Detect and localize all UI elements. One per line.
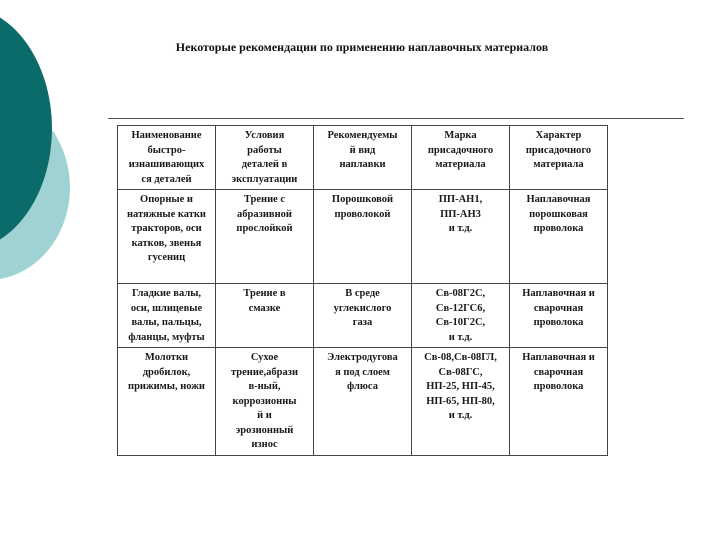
cell-text: Опорные и натяжные катки тракторов, оси катков, звенья гусениц <box>126 194 206 263</box>
table-header-row <box>118 126 608 190</box>
cell-text: Св-08,Св-08ГЛ, Св-08ГС, НП-25, НП-45, НП-65, НП-80, и т.д. <box>424 352 497 421</box>
table-row <box>118 284 608 348</box>
cell-text: Трение с абразивной прослойкой <box>236 194 293 234</box>
header-text: Марка присадочного материала <box>427 130 494 170</box>
cell-text: Наплавочная порошковая проволока <box>526 194 591 234</box>
header-text: Условия работы деталей в эксплуатации <box>231 130 298 185</box>
header-cell <box>216 126 314 190</box>
table-cell <box>118 190 216 284</box>
cell-text: Трение в смазке <box>243 288 286 314</box>
cell-text: Порошковой проволокой <box>331 194 394 220</box>
cell-text: Сухое трение,абрази в-ный, коррозионны й и эрозионный износ <box>230 352 299 450</box>
header-text: Наименование быстро- изнашивающих ся деталей <box>128 130 205 185</box>
table-cell <box>314 284 412 348</box>
table-cell <box>314 348 412 456</box>
header-cell <box>510 126 608 190</box>
cell-text: В среде углекислого газа <box>333 288 392 328</box>
cell-text: Наплавочная и сварочная проволока <box>522 352 595 392</box>
table-cell <box>412 190 510 284</box>
cell-text: Гладкие валы, оси, шлицевые валы, пальцы, фланцы, муфты <box>128 288 205 343</box>
header-cell <box>314 126 412 190</box>
table-row <box>118 190 608 284</box>
cell-text: Наплавочная и сварочная проволока <box>522 288 595 328</box>
cell-text: Электродугова я под слоем флюса <box>327 352 398 392</box>
page-title: Некоторые рекомендации по применению наплавочных материалов <box>175 40 549 54</box>
horizontal-rule <box>108 118 684 119</box>
table-cell <box>412 284 510 348</box>
table-cell <box>412 348 510 456</box>
table-cell <box>216 284 314 348</box>
table-cell <box>510 190 608 284</box>
table-cell <box>314 190 412 284</box>
table-cell <box>118 284 216 348</box>
table-cell <box>216 348 314 456</box>
cell-text: ПП-АН1, ПП-АН3 и т.д. <box>438 194 483 234</box>
table-row <box>118 348 608 456</box>
header-text: Рекомендуемы й вид наплавки <box>327 130 398 170</box>
cell-text: Св-08Г2С, Св-12ГС6, Св-10Г2С, и т.д. <box>435 288 486 343</box>
header-text: Характер присадочного материала <box>525 130 592 170</box>
decorative-pale-circle <box>0 95 70 280</box>
table-cell <box>216 190 314 284</box>
table-cell <box>510 284 608 348</box>
cell-text: Молотки дробилок, прижимы, ножи <box>128 352 205 392</box>
header-cell <box>412 126 510 190</box>
table-cell <box>510 348 608 456</box>
table-cell <box>118 348 216 456</box>
header-cell <box>118 126 216 190</box>
recommendations-table <box>117 125 608 456</box>
